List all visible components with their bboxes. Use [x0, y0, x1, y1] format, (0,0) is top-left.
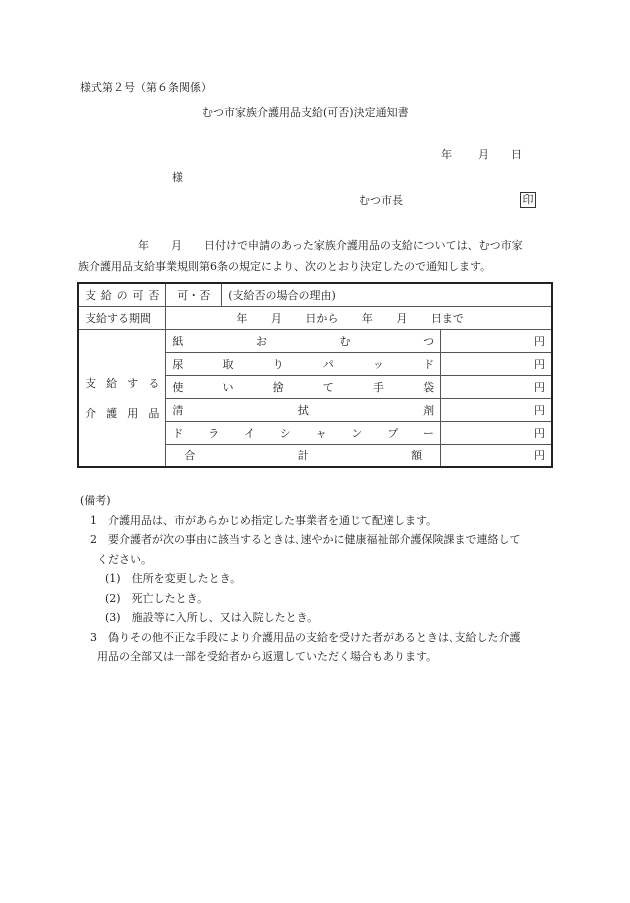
period-label: 支給する期間 [78, 306, 166, 329]
approval-label [78, 283, 166, 306]
label-char: イ [243, 426, 255, 440]
addressee-suffix: 様 [172, 171, 183, 184]
notes-heading: (備考) [80, 494, 111, 507]
date-day: 日 [511, 148, 522, 161]
item-name [166, 352, 441, 375]
label-char: 給 [100, 288, 112, 302]
date-month: 月 [478, 148, 489, 161]
label-char: 使 [172, 380, 184, 394]
yen-unit: 円 [534, 357, 545, 371]
label-char: す [127, 376, 139, 390]
label-char: 尿 [172, 357, 184, 371]
period-row [78, 306, 552, 329]
approval-value[interactable]: 可・否 [166, 283, 222, 306]
label-char: 否 [148, 288, 160, 302]
item-amount-field[interactable] [441, 352, 552, 375]
label-char: い [222, 380, 234, 394]
note-2-2: (2) 死亡したとき。 [105, 591, 209, 605]
label-char: お [255, 334, 267, 348]
notes-section [80, 491, 521, 667]
label-char: ッ [372, 357, 384, 371]
note-1: 1 介護用品は、市があらかじめ指定した事業者を通じて配達します。 [90, 513, 438, 527]
label-char: 紙 [172, 334, 184, 348]
item-name [166, 375, 441, 398]
note-2: 2 要介護者が次の事由に該当するときは､速やかに健康福祉部介護保険課まで連絡して [90, 533, 521, 546]
seal-stamp: 印 [520, 192, 536, 208]
yen-unit: 円 [534, 426, 545, 440]
item-amount-field[interactable] [441, 375, 552, 398]
label-char: 袋 [423, 380, 435, 394]
item-amount-field[interactable] [441, 421, 552, 444]
label-char: 介 [85, 406, 96, 420]
label-char: 清 [172, 403, 184, 417]
note-3: 3 偽りその他不正な手段により介護用品の支給を受けた者があるときは､支給した介護 [90, 630, 521, 644]
period-field[interactable] [166, 306, 552, 329]
item-amount-field[interactable] [441, 329, 552, 352]
label-char: パ [322, 357, 334, 371]
form-number: 様式第２号（第６条関係） [80, 81, 212, 94]
label-char: 品 [148, 406, 160, 420]
note-3-cont: 用品の全部又は一部を受給者から返還していただく場合もあります。 [97, 650, 438, 663]
label-char: ャ [315, 426, 327, 440]
label-char: 合 [184, 449, 196, 463]
total-amount-field[interactable] [441, 444, 552, 467]
period-to-day: 日まで [430, 311, 464, 325]
item-name [166, 421, 441, 444]
label-char: 用 [127, 406, 139, 420]
period-from-day: 日から [305, 311, 339, 325]
label-char: 捨 [272, 380, 284, 394]
body-line-1: 年 月 日付けで申請のあった家族介護用品の支給については、むつ市家 [138, 239, 523, 252]
approval-row [78, 283, 552, 306]
period-from-year: 年 [236, 311, 248, 325]
label-char: 計 [297, 449, 309, 463]
label-char: 護 [106, 406, 118, 420]
label-char: 給 [106, 376, 118, 390]
label-char: 支 [85, 376, 96, 390]
label-char: ン [351, 426, 363, 440]
label-char: 手 [372, 380, 384, 394]
note-2-1: (1) 住所を変更したとき。 [105, 572, 242, 585]
period-from-month: 月 [270, 311, 282, 325]
decision-table [77, 282, 553, 468]
body-line-2: 族介護用品支給事業規則第6条の規定により、次のとおり決定したので通知します。 [78, 260, 492, 273]
item-row [78, 329, 552, 352]
yen-unit: 円 [534, 380, 545, 394]
period-to-month: 月 [396, 311, 408, 325]
note-2-3: (3) 施設等に入所し、又は入院したとき。 [105, 611, 319, 624]
rejection-reason-field[interactable]: (支給否の場合の理由) [222, 283, 552, 306]
label-char: む [339, 334, 351, 348]
label-char: シ [279, 426, 291, 440]
document-title: むつ市家族介護用品支給(可否)決定通知書 [202, 106, 409, 119]
label-char: る [148, 376, 160, 390]
sender: むつ市長 [359, 194, 403, 207]
label-char: の [116, 288, 128, 302]
note-2-cont: ください。 [97, 552, 152, 566]
items-label [78, 329, 166, 467]
label-char: 額 [411, 449, 423, 463]
yen-unit: 円 [534, 334, 545, 348]
label-char: ド [172, 426, 184, 440]
item-name [166, 329, 441, 352]
label-char: 取 [222, 357, 234, 371]
period-to-year: 年 [361, 311, 373, 325]
yen-unit: 円 [534, 403, 545, 417]
label-char: 支 [85, 288, 96, 302]
label-char: ー [423, 426, 435, 440]
yen-unit: 円 [534, 449, 545, 463]
label-char: て [322, 380, 334, 394]
label-char: プ [387, 426, 399, 440]
label-char: 剤 [423, 403, 435, 417]
label-char: 拭 [297, 403, 309, 417]
label-char: り [272, 357, 284, 371]
item-name [166, 398, 441, 421]
label-char: ラ [208, 426, 220, 440]
date-year: 年 [441, 148, 452, 161]
label-char: ド [423, 357, 435, 371]
label-char: 可 [132, 288, 144, 302]
total-label [166, 444, 441, 467]
label-char: つ [423, 334, 435, 348]
item-amount-field[interactable] [441, 398, 552, 421]
